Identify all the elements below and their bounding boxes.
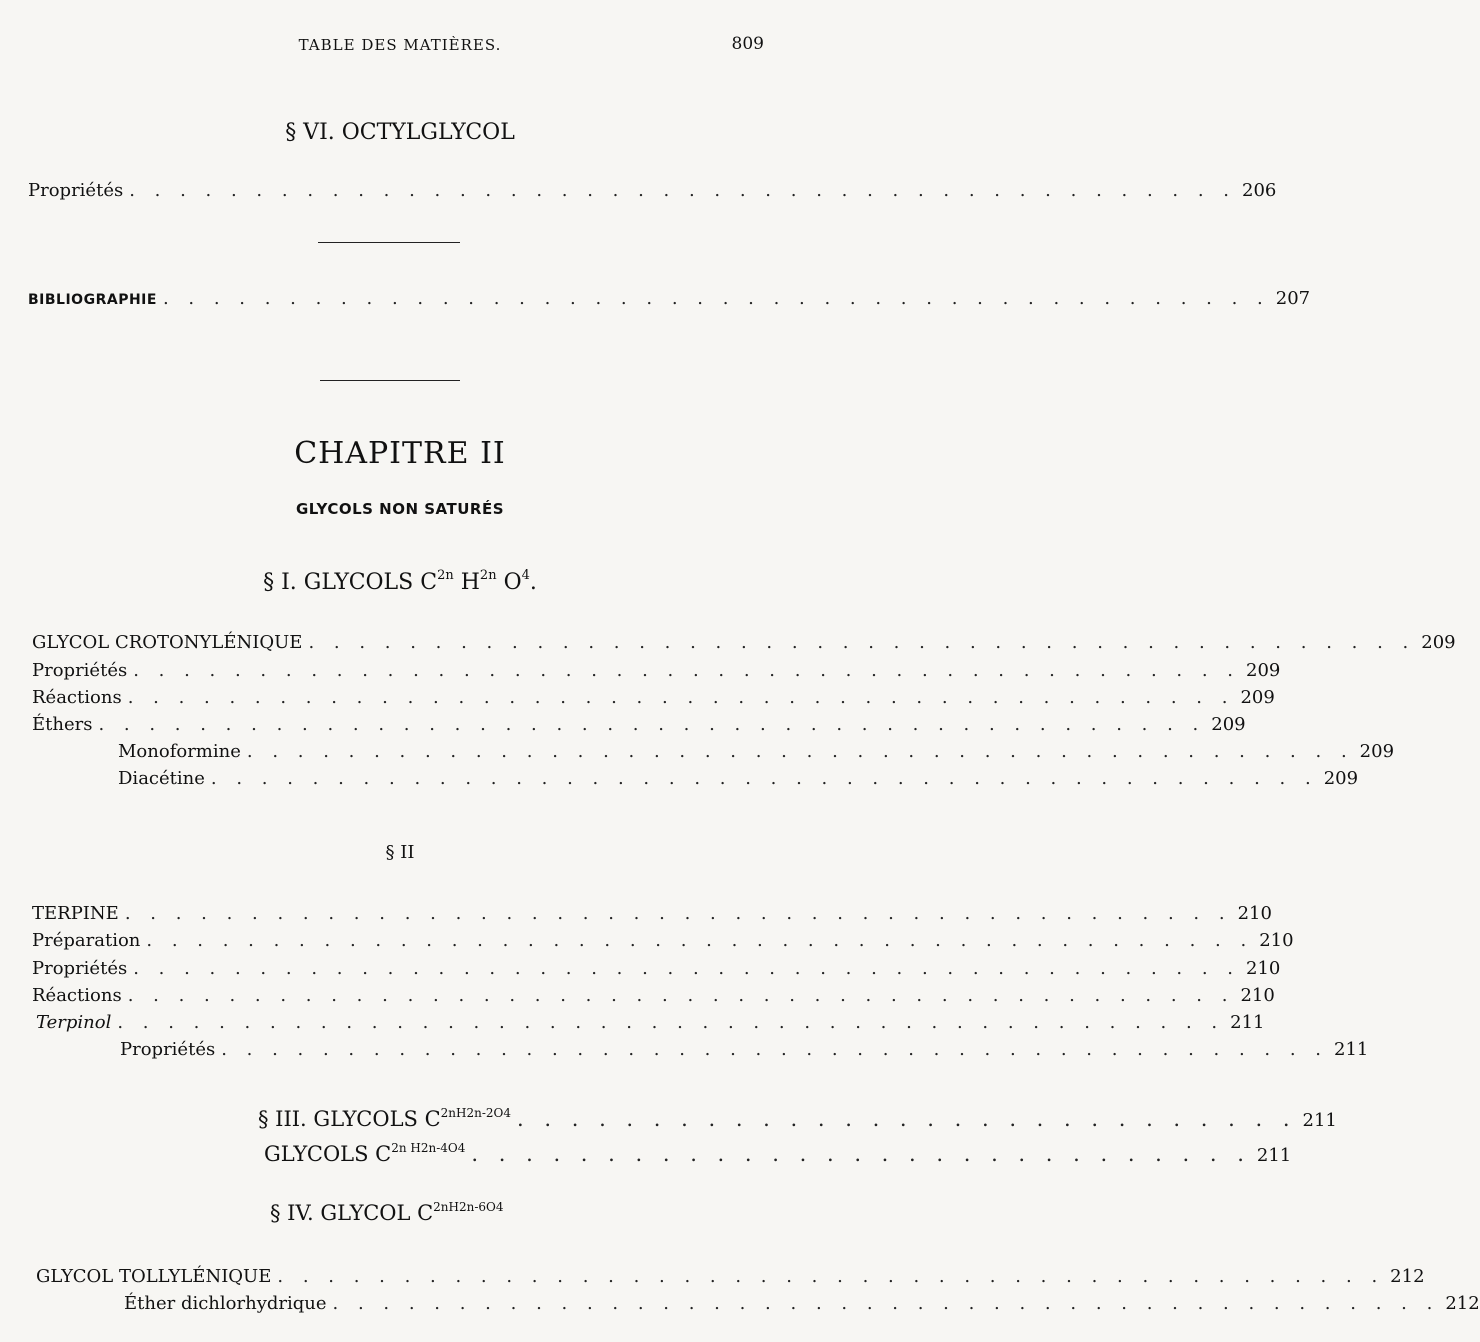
- page-number: 809: [731, 34, 764, 54]
- toc-entry: [124, 1293, 1480, 1314]
- leader-dots: . . . . . . . . . . . . . . . . . . . . . . . . . . . . .: [471, 1142, 1251, 1166]
- toc-entry-label: Monoformine: [118, 741, 241, 762]
- leader-dots: . . . . . . . . . . . . . . . . . . . . . . . . . . . . . . . . . . . . . . . . . . . .: [308, 632, 1416, 653]
- toc-entry: [32, 985, 1275, 1006]
- toc-entry: [32, 930, 1294, 951]
- toc-entry-label: BIBLIOGRAPHIE: [28, 292, 157, 308]
- toc-entry-page: 210: [1237, 903, 1272, 924]
- toc-entry-bibliography: [28, 288, 1311, 309]
- toc-entry: [118, 741, 1395, 762]
- toc-entry-page: 211: [1230, 1012, 1265, 1033]
- toc-entry: [36, 1266, 1425, 1287]
- divider: [318, 242, 460, 243]
- toc-entry-page: 209: [1240, 687, 1275, 708]
- leader-dots: . . . . . . . . . . . . . . . . . . . . . . . . . . . . . . . . . . . . . . . . . . . .: [133, 958, 1241, 979]
- toc-entry: [32, 632, 1456, 653]
- leader-dots: . . . . . . . . . . . . . . . . . . . . . . . . . . . . . . . . . . . . . . . . . . . .: [221, 1039, 1329, 1060]
- toc-entry-label: Éther dichlorhydrique: [124, 1293, 327, 1314]
- leader-dots: . . . . . . . . . . . . . . . . . . . . . . . . . . . . . . . . . . . . . . . . . . . .: [133, 660, 1241, 681]
- toc-entry-page: 210: [1259, 930, 1294, 951]
- chapter-title: CHAPITRE II: [294, 436, 506, 471]
- toc-entry-page: 210: [1240, 985, 1275, 1006]
- toc-entry-label: Préparation: [32, 930, 141, 951]
- toc-entry-page: 211: [1302, 1110, 1337, 1131]
- toc-entry: [32, 958, 1281, 979]
- leader-dots: . . . . . . . . . . . . . . . . . . . . . . . . . . . . . . . . . . . . . . . . . . . .: [127, 687, 1235, 708]
- toc-entry-page: 210: [1246, 958, 1281, 979]
- leader-dots: . . . . . . . . . . . . . . . . . . . . . . . . . . . . . . . . . . . . . . . . . . . .: [332, 1293, 1440, 1314]
- toc-entry-page: 207: [1275, 288, 1311, 309]
- toc-entry: [32, 903, 1272, 924]
- toc-entry-label: Diacétine: [118, 768, 205, 789]
- toc-entry-page: 211: [1334, 1039, 1369, 1060]
- toc-entry-page: 206: [1242, 180, 1277, 201]
- chapter-subtitle: GLYCOLS NON SATURÉS: [295, 500, 505, 518]
- toc-entry-page: 211: [1256, 1145, 1292, 1166]
- leader-dots: . . . . . . . . . . . . . . . . . . . . . . . . . . . . . . . . . . . . . . . . . . . .: [210, 768, 1318, 789]
- divider: [320, 380, 460, 381]
- leader-dots: . . . . . . . . . . . . . . . . . . . . . . . . . . . . . . . . . . . . . . . . . . . .: [146, 930, 1254, 951]
- toc-entry: [36, 1012, 1265, 1033]
- toc-entry: [32, 714, 1246, 735]
- leader-dots: . . . . . . . . . . . . . . . . . . . . . . . . . . . . . . . . . . . . . . . . . . . .: [124, 903, 1232, 924]
- toc-entry-label: Propriétés: [32, 660, 128, 681]
- leader-dots: . . . . . . . . . . . . . . . . . . . . . . . . . . . . . . . . . . . . . . . . . . . .: [129, 180, 1237, 201]
- toc-entry-label: Éthers: [32, 714, 93, 735]
- section-iii-heading: § III. GLYCOLS $C^{2nH2n-2O4}$ . . . . . . . . . . . . . . . . . . . . . . . . . . . . . 211: [258, 1106, 1337, 1131]
- toc-entry-label: Réactions: [32, 985, 122, 1006]
- leader-dots: . . . . . . . . . . . . . . . . . . . . . . . . . . . . . . . . . . . . . . . . . . . .: [117, 1012, 1225, 1033]
- leader-dots: . . . . . . . . . . . . . . . . . . . . . . . . . . . . .: [517, 1107, 1297, 1131]
- toc-entry: [32, 660, 1281, 681]
- section-i-heading: § I. GLYCOLS $C^{2n}$ $H^{2n}$ $O^4$.: [263, 568, 537, 595]
- toc-entry-page: 209: [1246, 660, 1281, 681]
- toc-entry-label: Terpinol: [36, 1012, 112, 1033]
- toc-entry-page: 212: [1390, 1266, 1425, 1287]
- toc-entry-page: 209: [1421, 632, 1456, 653]
- toc-entry-label: GLYCOL CROTONYLÉNIQUE: [32, 632, 303, 653]
- toc-entry-label: GLYCOL TOLLYLÉNIQUE: [36, 1266, 272, 1287]
- toc-entry-label: TERPINE: [32, 903, 119, 924]
- glycols-heading: GLYCOLS $C^{2n H2n-4O4}$ . . . . . . . . . . . . . . . . . . . . . . . . . . . . . 211: [264, 1141, 1292, 1166]
- leader-dots: . . . . . . . . . . . . . . . . . . . . . . . . . . . . . . . . . . . . . . . . . . . .: [98, 714, 1206, 735]
- toc-entry-label: Réactions: [32, 687, 122, 708]
- toc-entry-page: 212: [1445, 1293, 1480, 1314]
- running-header-title: TABLE DES MATIÈRES.: [298, 36, 502, 54]
- toc-entry-label: Propriétés: [120, 1039, 216, 1060]
- toc-entry: [120, 1039, 1369, 1060]
- toc-entry-page: 209: [1359, 741, 1395, 762]
- toc-entry-page: 209: [1211, 714, 1246, 735]
- section-ii-heading: § II: [385, 842, 415, 863]
- toc-entry-page: 209: [1323, 768, 1359, 789]
- toc-entry: [118, 768, 1359, 789]
- leader-dots: . . . . . . . . . . . . . . . . . . . . . . . . . . . . . . . . . . . . . . . . . . . .: [277, 1266, 1385, 1287]
- leader-dots: . . . . . . . . . . . . . . . . . . . . . . . . . . . . . . . . . . . . . . . . . . . .: [246, 741, 1354, 762]
- toc-entry-label: Propriétés: [32, 958, 128, 979]
- section-vi-heading: § VI. OCTYLGLYCOL: [285, 120, 515, 145]
- section-iv-heading: § IV. GLYCOL $C^{2nH2n-6O4}$: [270, 1200, 504, 1225]
- leader-dots: . . . . . . . . . . . . . . . . . . . . . . . . . . . . . . . . . . . . . . . . . . . .: [162, 288, 1270, 309]
- toc-entry: [32, 687, 1275, 708]
- leader-dots: . . . . . . . . . . . . . . . . . . . . . . . . . . . . . . . . . . . . . . . . . . . .: [127, 985, 1235, 1006]
- toc-entry: [28, 180, 1277, 201]
- toc-entry-label: Propriétés: [28, 180, 124, 201]
